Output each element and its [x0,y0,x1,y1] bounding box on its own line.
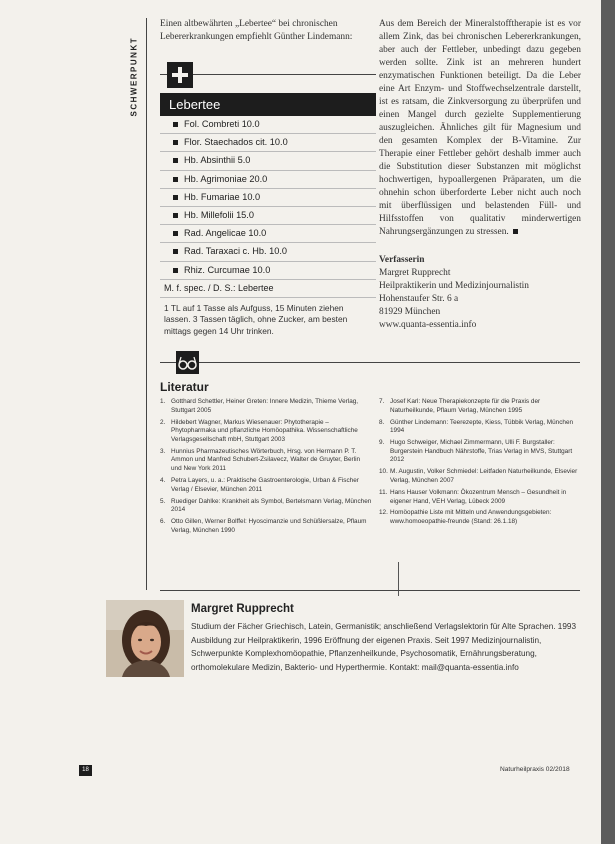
author-name: Margret Rupprecht [379,268,451,278]
reference-list-left [160,398,372,539]
author-street: Hohenstaufer Str. 6 a [379,294,459,304]
reference-item: 10. M. Augustin, Volker Schmiedel: Leitfaden Naturheilkunde, Elsevier Verlag, München 2007 [379,468,578,484]
plus-icon [167,62,193,88]
instructions: 1 TL auf 1 Tasse als Aufguss, 15 Minuten ziehen lassen. 3 Tassen täglich, ohne Zucker, am besten mittags gegen 14 Uhr trinken. [164,302,348,336]
author-city: 81929 München [379,307,441,317]
ingredient-row: Hb. Agrimoniae 20.0 [160,171,376,189]
author-role: Heilpraktikerin und Medizinjournalistin [379,281,529,291]
author-web[interactable]: www.quanta-essentia.info [379,320,477,330]
reference-item: 9. Hugo Schweiger, Michael Zimmermann, Ulli F. Burgstaller: Burgerstein Handbuch Nährstoffe, Trias Verlag in MVS, Stuttgart 2012 [379,439,573,464]
journal-footer: Naturheilpraxis 02/2018 [500,766,570,773]
reference-item: 1. Gotthard Schettler, Heiner Greten: Innere Medizin, Thieme Verlag, Stuttgart 2005 [160,398,359,414]
bullet-icon [173,140,178,145]
reference-list-right [379,398,581,530]
bullet-icon [173,177,178,182]
bullet-icon [173,195,178,200]
author-block [379,254,581,332]
body-text: Aus dem Bereich der Mineralstofftherapie ist es vor allem Zink, das bei chronischen Lebererkrankungen, aber auch der Fettleber, unbedingt dazu gegeben werden sollte. Zink ist an mehreren hundert enzymatischen Funktionen beteiligt. Da die Leber eine Art Enzym- und Stoffwechselzentrale darstellt, ist es ratsam, die Zinkversorgung zu überprüfen und einen Mangel durch gezielte Supplementierung auszugleichen. Ähnliches gilt für Magnesium und den gesamten Komplex der B-Vitamine. Zur Therapie einer Fettleber gehört deshalb immer auch die Substitution dieser Substanzen mit möglichst hochwertigen, hypoallergenen Präparaten, um die ohnehin schon überforderte Leber nicht auch noch mit überflüssigen und belastenden Füll- und Hilfsstoffen von qualitativ minderwertigen Nahrungsergänzungen zu stressen. [379,19,581,237]
bullet-icon [173,231,178,236]
reference-item: 3. Hunnius Pharmazeutisches Wörterbuch, Hrsg. von Hermann P. T. Ammon und Manfred Schubert-Zsilavecz, Walter de Gruyter, Berlin und New York 2011 [160,447,361,472]
bullet-icon [173,249,178,254]
section-label: SCHWERPUNKT [129,36,139,117]
reference-item: 11. Hans Hauser Volkmann: Ökozentrum Mensch – Gesundheit in eigener Hand, VEH Verlag, Lübeck 2009 [379,488,567,505]
literature-heading: Literatur [160,380,209,394]
reference-item: 6. Otto Gillen, Werner Bolffel: Hyoscimanzie und Schüßlersalze, Pflaum Verlag, München 1990 [160,518,367,534]
reference-item: 12. Homöopathie Liste mit Mitteln und Anwendungsgebieten: www.homoeopathie-freunde (Stand: 26.1.18) [379,509,552,526]
bio-text: Studium der Fächer Griechisch, Latein, Germanistik; anschließend Verlagslektorin für Alte Sprachen. 1993 Ausbildung zur Heilpraktikerin, 1996 Eröffnung der eigenen Praxis. Seit 1997 Medizinjournalistin, Schwerpunkte Komplexhomöopathie, Pflanzenheilkunde, Psychosomatik, Ernährungsberatung, orthomolekulare Medizin, Bakterio- und Hyperthermie. Kontakt: mail@quanta-essentia.info [191,622,577,672]
ingredient-row: Hb. Fumariae 10.0 [160,189,376,207]
bullet-icon [173,122,178,127]
reference-item: 4. Petra Layers, u. a.: Praktische Gastroenterologie, Urban & Fischer Verlag / Elsevier, München 2011 [160,476,359,493]
reference-item: 5. Ruediger Dahlke: Krankheit als Symbol, Bertelsmann Verlag, München 2014 [160,497,372,514]
vertical-divider [146,18,147,590]
recipe-box [160,116,376,337]
ingredient-row: Flor. Staechados cit. 10.0 [160,134,376,152]
bullet-icon [173,158,178,163]
author-label: Verfasserin [379,255,425,265]
glasses-icon [176,351,199,374]
reference-item: 8. Günther Lindemann: Teerezepte, Kiess, Tübbik Verlag, München 1994 [379,418,574,435]
bullet-icon [173,213,178,218]
scan-edge [601,0,615,844]
formula-line: M. f. spec. / D. S.: Lebertee [160,280,376,298]
bullet-icon [173,268,178,273]
intro-text: Einen altbewährten „Lebertee“ bei chronischen Lebererkrankungen empfiehlt Günther Lindemann: [160,19,353,42]
divider [160,362,580,363]
author-photo [106,600,184,677]
bio-name: Margret Rupprecht [191,603,294,615]
reference-item: 2. Hildebert Wagner, Markus Wiesenauer: Phytotherapie – Phytopharmaka und pflanzliche Homöopathika. Wissenschaftliche Verlagsgesellschaft mbH, Stuttgart 2003 [160,418,358,443]
ingredient-row: Rad. Taraxaci c. Hb. 10.0 [160,243,376,261]
ingredient-row: Hb. Millefolii 15.0 [160,207,376,225]
box-title: Lebertee [160,93,376,116]
divider [160,590,580,591]
ingredient-row: Rhiz. Curcumae 10.0 [160,262,376,280]
page-number: 18 [79,765,92,776]
ingredient-row: Fol. Combreti 10.0 [160,116,376,134]
ingredient-row: Hb. Absinthii 5.0 [160,152,376,170]
end-mark-icon [513,229,518,234]
reference-item: 7. Josef Karl: Neue Therapiekonzepte für die Praxis der Naturheilkunde, Pflaum Verlag, München 1995 [379,398,541,414]
ingredient-row: Rad. Angelicae 10.0 [160,225,376,243]
